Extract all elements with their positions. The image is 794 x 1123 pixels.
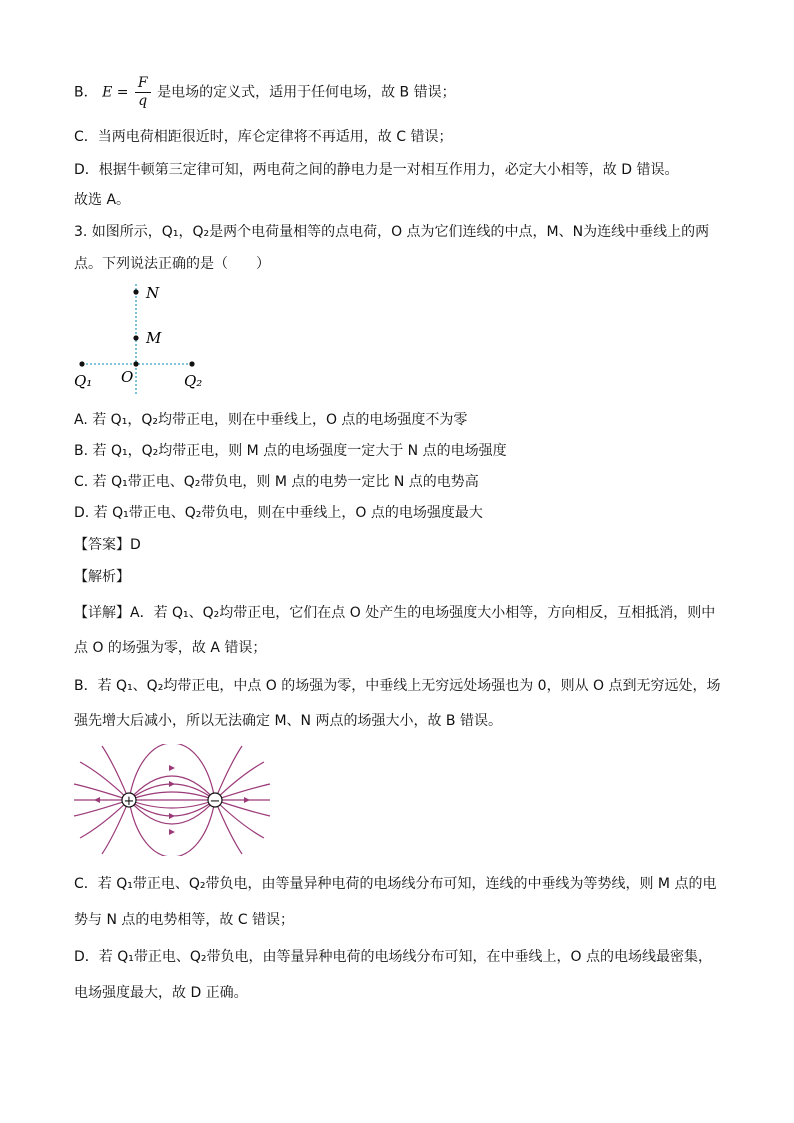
- field-lines: [74, 744, 270, 856]
- point-o: [133, 361, 138, 366]
- detail-b-line2: 强先增大后减小，所以无法确定 M、N 两点的场强大小，故 B 错误。: [74, 713, 502, 729]
- field-line-diagram: [72, 744, 272, 856]
- formula-lhs: E =: [102, 84, 129, 101]
- detail-a-line2: 点 O 的场强为零，故 A 错误；: [74, 640, 267, 656]
- formula-fraction: $\frac{F}{q}$: [135, 75, 151, 110]
- question-stem-line1: 3. 如图所示，Q₁，Q₂是两个电荷量相等的点电荷，O 点为它们连线的中点，M、N为连线中垂线上的两: [74, 224, 710, 240]
- prev-option-d: D．根据牛顿第三定律可知，两电荷之间的静电力是一对相互作用力，必定大小相等，故 D 错误。: [74, 162, 679, 178]
- prev-choice: 故选 A。: [74, 192, 131, 208]
- label-q1: Q₁: [74, 372, 93, 390]
- point-n: [133, 289, 138, 294]
- analysis-label: 【解析】: [74, 569, 130, 585]
- detail-d-line1: D．若 Q₁带正电、Q₂带负电，由等量异种电荷的电场线分布可知，在中垂线上，O 点的电场线最密集，: [74, 949, 712, 965]
- point-q2: [189, 361, 194, 366]
- plus-sign: +: [123, 794, 135, 809]
- label-n: N: [146, 284, 160, 302]
- option-d: D. 若 Q₁带正电、Q₂带负电，则在中垂线上，O 点的电场强度最大: [74, 505, 483, 521]
- answer-label: 【答案】D: [74, 537, 141, 553]
- point-q1: [79, 361, 84, 366]
- point-m: [133, 335, 138, 340]
- label-q2: Q₂: [184, 372, 203, 390]
- detail-c-line1: C．若 Q₁带正电、Q₂带负电，由等量异种电荷的电场线分布可知，连线的中垂线为等势线，则 M 点的电: [74, 876, 717, 892]
- minus-sign: −: [209, 794, 221, 809]
- detail-a-line1: 【详解】A．若 Q₁、Q₂均带正电，它们在点 O 处产生的电场强度大小相等，方向相反，互相抵消，则中: [74, 605, 716, 621]
- option-b: B. 若 Q₁，Q₂均带正电，则 M 点的电场强度一定大于 N 点的电场强度: [74, 443, 507, 459]
- option-a: A. 若 Q₁，Q₂均带正电，则在中垂线上，O 点的电场强度不为零: [74, 412, 468, 428]
- prev-option-b: B． E = $\frac{F}{q}$ 是电场的定义式，适用于任何电场，故 B 错误；: [74, 75, 456, 109]
- detail-d-line2: 电场强度最大，故 D 正确。: [74, 985, 248, 1001]
- label-m: M: [146, 329, 162, 347]
- option-c: C. 若 Q₁带正电、Q₂带负电，则 M 点的电势一定比 N 点的电势高: [74, 474, 479, 490]
- question-stem-line2: 点。下列说法正确的是（ ）: [74, 256, 270, 272]
- label-o: O: [121, 368, 134, 386]
- detail-b-line1: B．若 Q₁、Q₂均带正电，中点 O 的场强为零，中垂线上无穷远处场强也为 0，则从 O 点到无穷远处，场: [74, 678, 721, 694]
- detail-c-line2: 势与 N 点的电势相等，故 C 错误；: [74, 912, 295, 928]
- prev-option-c: C．当两电荷相距很近时，库仑定律将不再适用，故 C 错误；: [74, 129, 453, 145]
- charge-diagram: [70, 280, 220, 395]
